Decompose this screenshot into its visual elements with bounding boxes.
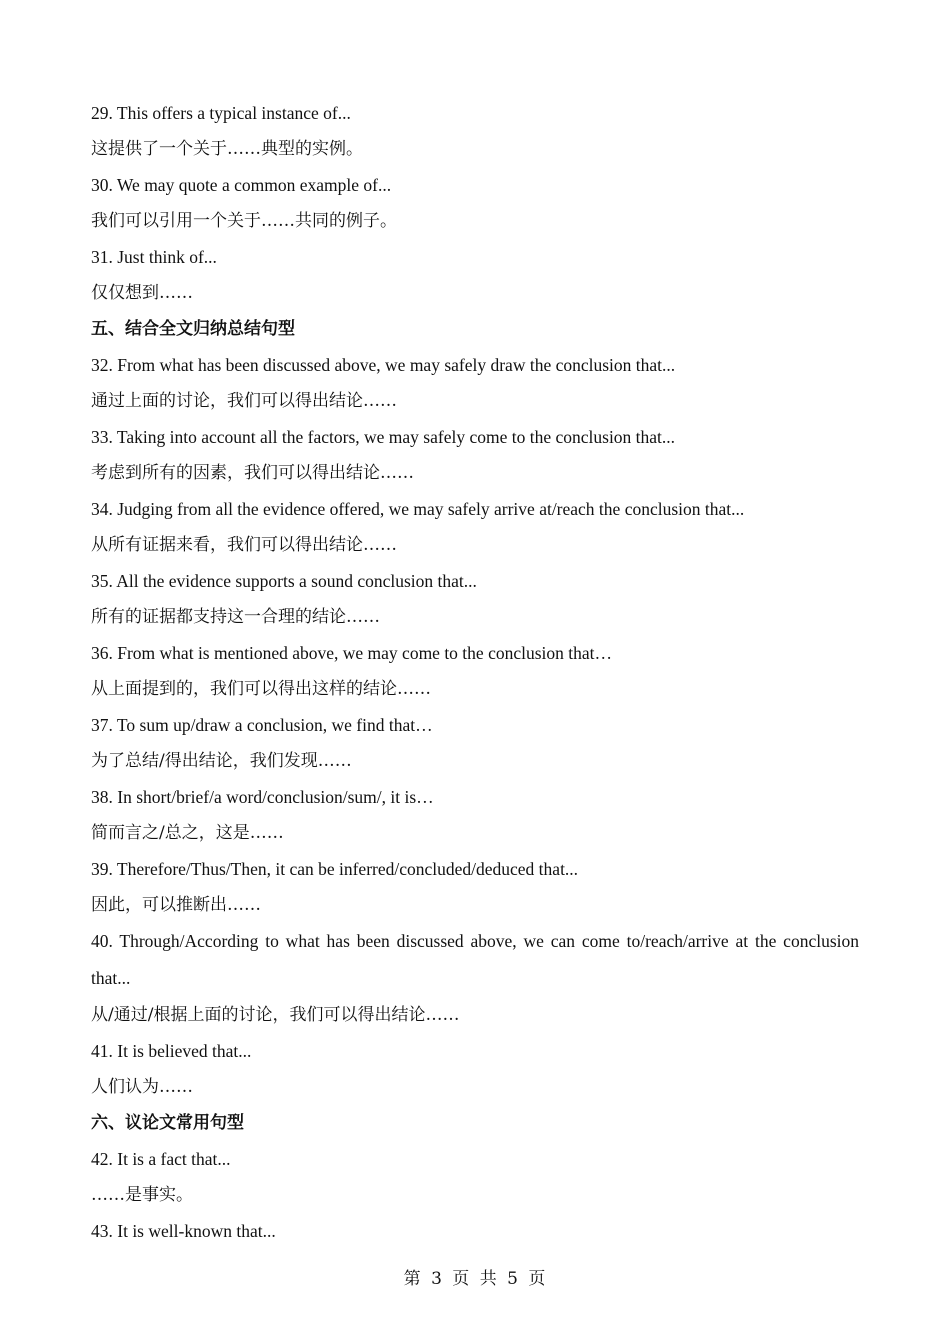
document-body (91, 95, 859, 1249)
translation-line: 简而言之/总之，这是…… (91, 823, 284, 843)
translation-line: 因此，可以推断出…… (91, 895, 261, 915)
sentence-line: 39. Therefore/Thus/Then, it can be inferred/concluded/deduced that... (91, 859, 579, 879)
translation-line: 从所有证据来看，我们可以得出结论…… (91, 535, 397, 555)
sentence-line: 35. All the evidence supports a sound conclusion that... (91, 571, 477, 591)
sentence-line: 43. It is well-known that... (91, 1221, 276, 1241)
section-heading: 六、议论文常用句型 (91, 1113, 244, 1133)
translation-line: ……是事实。 (91, 1185, 193, 1205)
sentence-line: 33. Taking into account all the factors, we may safely come to the conclusion that... (91, 427, 676, 447)
translation-line: 人们认为…… (91, 1077, 193, 1097)
sentence-line: 38. In short/brief/a word/conclusion/sum/, it is… (91, 787, 434, 807)
translation-line: 从/通过/根据上面的讨论，我们可以得出结论…… (91, 1005, 460, 1025)
translation-line: 仅仅想到…… (91, 283, 193, 303)
translation-line: 从上面提到的，我们可以得出这样的结论…… (91, 679, 431, 699)
translation-line: 这提供了一个关于……典型的实例。 (91, 139, 363, 159)
section-heading: 五、结合全文归纳总结句型 (91, 319, 295, 339)
sentence-line: 41. It is believed that... (91, 1041, 252, 1061)
sentence-line: 32. From what has been discussed above, we may safely draw the conclusion that... (91, 355, 676, 375)
sentence-line-wrapped: 40. Through/According to what has been discussed above, we can come to/reach/arrive at the conclusion that... (91, 931, 859, 988)
translation-line: 我们可以引用一个关于……共同的例子。 (91, 211, 397, 231)
sentence-line: 34. Judging from all the evidence offered, we may safely arrive at/reach the conclusion that... (91, 499, 745, 519)
sentence-line: 42. It is a fact that... (91, 1149, 231, 1169)
sentence-line: 37. To sum up/draw a conclusion, we find that… (91, 715, 433, 735)
sentence-line: 29. This offers a typical instance of... (91, 103, 351, 123)
translation-line: 考虑到所有的因素，我们可以得出结论…… (91, 463, 414, 483)
translation-line: 通过上面的讨论，我们可以得出结论…… (91, 391, 397, 411)
translation-line: 为了总结/得出结论，我们发现…… (91, 751, 352, 771)
sentence-line: 31. Just think of... (91, 247, 217, 267)
translation-line: 所有的证据都支持这一合理的结论…… (91, 607, 380, 627)
sentence-line: 36. From what is mentioned above, we may come to the conclusion that… (91, 643, 613, 663)
page-number-footer: 第 3 页 共 5 页 (403, 1269, 547, 1289)
sentence-line: 30. We may quote a common example of... (91, 175, 392, 195)
